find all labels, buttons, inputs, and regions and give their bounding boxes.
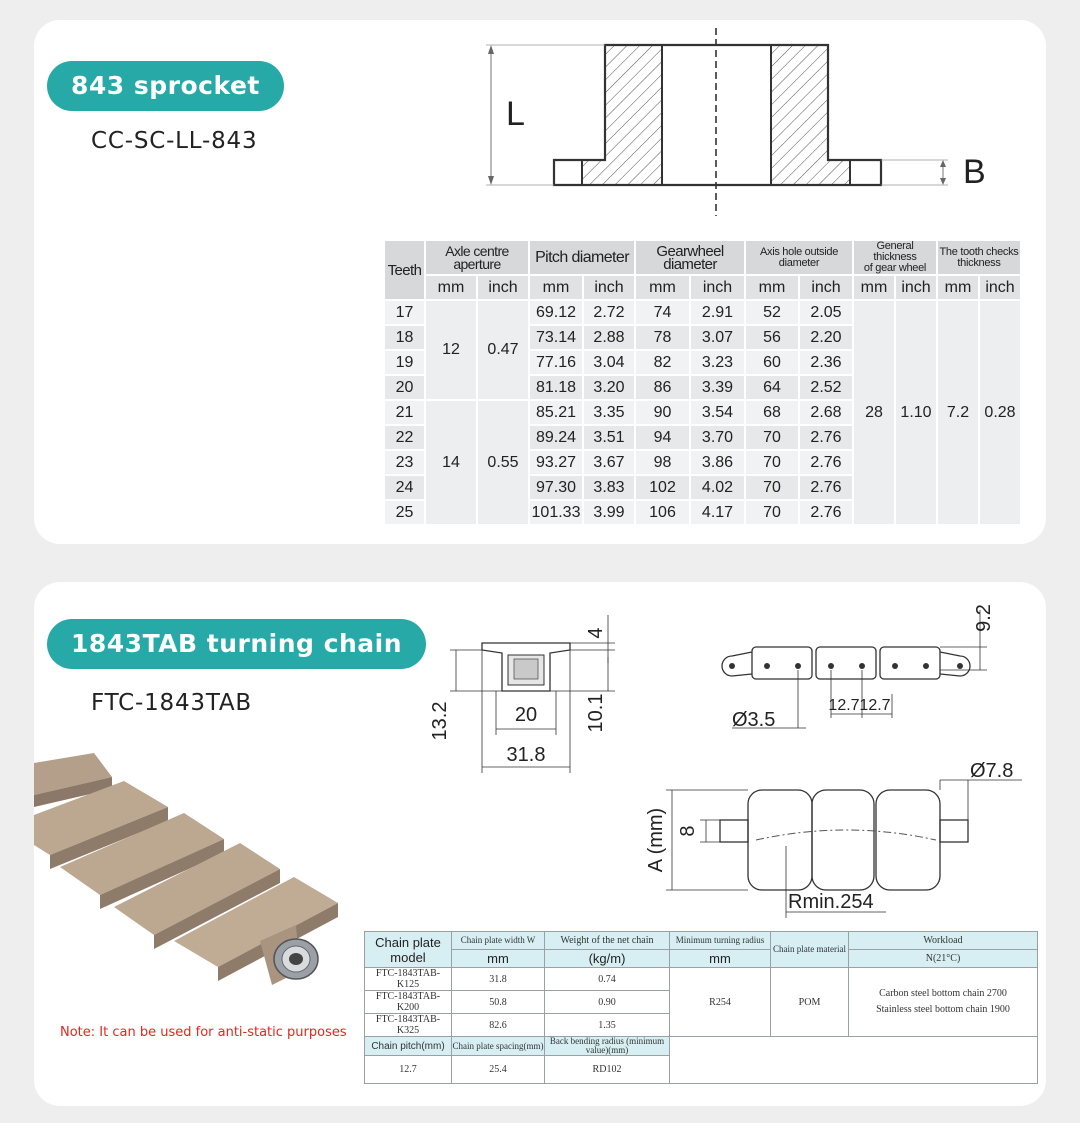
back-bending-value: RD102 (545, 1056, 670, 1084)
axle-mm-group-1: 12 (426, 301, 476, 399)
unit-inch: inch (478, 276, 528, 299)
dim-label-L: L (506, 95, 525, 133)
chain-top-view-drawing (636, 760, 1036, 920)
header-plate-spacing: Chain plate spacing(mm) (452, 1037, 545, 1056)
header-chain-plate-material: Chain plate material (771, 932, 849, 968)
dim-20: 20 (514, 704, 538, 726)
sprocket-spec-table (383, 239, 1022, 526)
plate-spacing-value: 25.4 (452, 1056, 545, 1084)
axle-mm-group-2: 14 (426, 401, 476, 524)
table-row: 21 14 0.55 85.21 3.35 90 3.54 68 2.68 (385, 401, 1020, 424)
dim-13-2: 13.2 (429, 701, 451, 741)
tooth-mm: 7.2 (938, 301, 978, 524)
header-tooth-thickness: The tooth checks thickness (938, 241, 1020, 274)
dim-rmin-254: Rmin.254 (788, 891, 874, 913)
table-row: 22 89.24 3.51 94 3.70 70 2.76 (385, 426, 1020, 449)
axle-inch-group-2: 0.55 (478, 401, 528, 524)
header-general-thickness: General thickness of gear wheel (854, 241, 936, 274)
sprocket-badge: 843 sprocket (47, 61, 284, 111)
header-pitch-diameter: Pitch diameter (530, 241, 634, 274)
unit-kg-per-m: (kg/m) (545, 950, 670, 968)
table-row: 25 101.33 3.99 106 4.17 70 2.76 (385, 501, 1020, 524)
dim-A-mm: A (mm) (645, 807, 667, 873)
chain-product-illustration (34, 745, 354, 1005)
dim-9-2: 9.2 (973, 604, 995, 632)
unit-mm: mm (452, 950, 545, 968)
table-row: 17 12 0.47 69.12 2.72 74 2.91 52 2.05 28 1.10 7.2 0.28 (385, 301, 1020, 324)
table-row: FTC-1843TAB-K200 50.8 0.90 (365, 991, 1038, 1014)
dim-3-5: Ø3.5 (732, 709, 776, 731)
unit-inch: inch (896, 276, 936, 299)
table-row: FTC-1843TAB-K325 82.6 1.35 (365, 1014, 1038, 1037)
dim-31-8: 31.8 (506, 744, 546, 766)
header-chain-pitch: Chain pitch(mm) (365, 1037, 452, 1056)
chain-badge: 1843TAB turning chain (47, 619, 426, 669)
axle-inch-group-1: 0.47 (478, 301, 528, 399)
unit-inch: inch (691, 276, 744, 299)
header-workload: Workload (849, 932, 1038, 950)
chain-front-view-drawing (410, 605, 630, 780)
unit-mm: mm (670, 950, 771, 968)
unit-inch: inch (800, 276, 852, 299)
chain-code: FTC-1843TAB (91, 690, 252, 716)
chain-spec-table (364, 931, 1038, 1084)
dim-4: 4 (585, 627, 607, 639)
workload-values: Carbon steel bottom chain 2700 Stainless steel bottom chain 1900 (849, 968, 1038, 1037)
unit-mm: mm (530, 276, 582, 299)
dim-10-1: 10.1 (585, 693, 607, 733)
table-row: 23 93.27 3.67 98 3.86 70 2.76 (385, 451, 1020, 474)
table-row: 19 77.16 3.04 82 3.23 60 2.36 (385, 351, 1020, 374)
header-gearwheel-diameter: Gearwheel diameter (636, 241, 744, 274)
unit-mm: mm (426, 276, 476, 299)
dim-12-7-a: 12.7 (828, 697, 860, 714)
chain-side-view-drawing (712, 590, 1002, 740)
unit-mm: mm (636, 276, 689, 299)
header-axis-hole: Axis hole outside diameter (746, 241, 852, 274)
header-min-turning-radius: Minimum turning radius (670, 932, 771, 950)
unit-inch: inch (584, 276, 634, 299)
chain-pitch-value: 12.7 (365, 1056, 452, 1084)
unit-mm: mm (854, 276, 894, 299)
header-teeth: Teeth (385, 241, 424, 299)
header-axle-aperture: Axle centre aperture (426, 241, 528, 274)
header-back-bending-radius: Back bending radius (minimum value)(mm) (545, 1037, 670, 1056)
header-chain-plate-model: Chain plate model (365, 932, 452, 968)
min-turning-radius-value: R254 (670, 968, 771, 1037)
thickness-inch: 1.10 (896, 301, 936, 524)
material-value: POM (771, 968, 849, 1037)
table-row: 24 97.30 3.83 102 4.02 70 2.76 (385, 476, 1020, 499)
header-chain-plate-width: Chain plate width W (452, 932, 545, 950)
sprocket-code: CC-SC-LL-843 (91, 128, 258, 154)
anti-static-note: Note: It can be used for anti-static purposes (60, 1025, 347, 1040)
table-row: FTC-1843TAB-K125 31.8 0.74 R254 POM Carbon steel bottom chain 2700 Stainless steel bottom chain 1900 (365, 968, 1038, 991)
thickness-mm: 28 (854, 301, 894, 524)
dim-12-7-b: 12.7 (859, 697, 891, 714)
tooth-inch: 0.28 (980, 301, 1020, 524)
unit-inch: inch (980, 276, 1020, 299)
unit-mm: mm (746, 276, 798, 299)
dim-8: 8 (677, 825, 699, 837)
table-row: 18 73.14 2.88 78 3.07 56 2.20 (385, 326, 1020, 349)
table-row: 20 81.18 3.20 86 3.39 64 2.52 (385, 376, 1020, 399)
unit-n-21c: N(21°C) (849, 950, 1038, 968)
sprocket-cross-section-diagram (470, 24, 1030, 224)
dim-label-B: B (963, 153, 986, 191)
header-net-chain-weight: Weight of the net chain (545, 932, 670, 950)
dim-7-8: Ø7.8 (970, 760, 1014, 782)
unit-mm: mm (938, 276, 978, 299)
